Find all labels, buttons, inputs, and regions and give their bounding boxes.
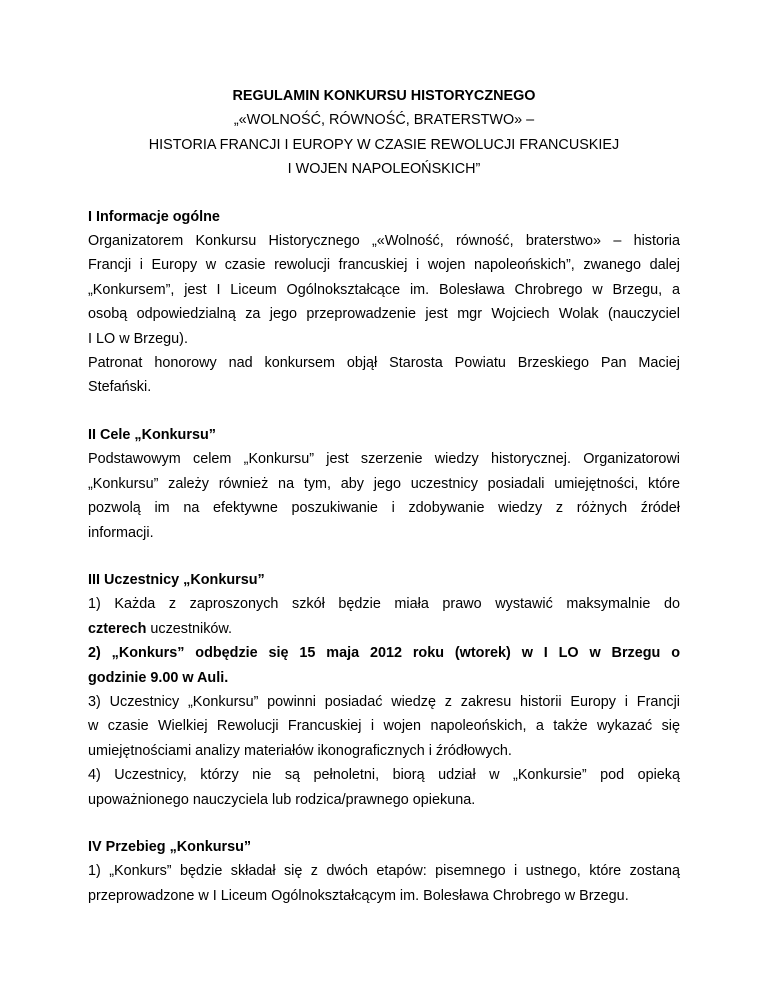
section-participants <box>88 568 680 812</box>
list-item-line: 4) Uczestnicy, którzy nie są pełnoletni, biorą udział w „Konkursie” pod opieką <box>88 767 680 784</box>
emphasis-text: 2) „Konkurs” odbędzie się 15 maja 2012 roku (wtorek) w I LO w Brzegu o <box>88 645 680 662</box>
list-item-line: umiejętnościami analizy materiałów ikonograficznych i źródłowych. <box>88 742 512 759</box>
section-heading: IV Przebieg „Konkursu” <box>88 838 252 855</box>
paragraph-line: pozwolą im na efektywne poszukiwanie i zdobywanie wiedzy z różnych źródeł <box>88 500 680 517</box>
section-heading: I Informacje ogólne <box>88 208 220 225</box>
list-item-line: 1) Każda z zaproszonych szkół będzie miała prawo wystawić maksymalnie do <box>88 596 680 613</box>
list-item-line-bold <box>88 666 680 690</box>
list-item-line-bold <box>88 641 680 665</box>
paragraph-line: „Konkursem”, jest I Liceum Ogólnokształcące im. Bolesława Chrobrego w Brzegu, a <box>88 281 680 298</box>
paragraph-line: Stefański. <box>88 379 152 396</box>
emphasis-text: godzinie 9.00 w Auli. <box>88 669 229 686</box>
emphasis-text: czterech <box>88 620 147 637</box>
paragraph-line: „Konkursu” zależy również na tym, aby jego uczestnicy posiadali umiejętności, które <box>88 475 680 492</box>
paragraph-line: I LO w Brzegu). <box>88 330 188 347</box>
paragraph-line: osobą odpowiedzialną za jego przeprowadzenie jest mgr Wojciech Wolak (nauczyciel <box>88 306 680 323</box>
list-item-text: uczestników. <box>146 620 232 637</box>
list-item-line: upoważnionego nauczyciela lub rodzica/prawnego opiekuna. <box>88 791 476 808</box>
paragraph-line: Patronat honorowy nad konkursem objął Starosta Powiatu Brzeskiego Pan Maciej <box>88 355 680 372</box>
list-item-line: 1) „Konkurs” będzie składał się z dwóch etapów: pisemnego i ustnego, które zostaną <box>88 863 680 880</box>
section-heading: III Uczestnicy „Konkursu” <box>88 571 265 588</box>
section-general-info <box>88 205 680 400</box>
paragraph-line: informacji. <box>88 524 154 541</box>
paragraph-line: Francji i Europy w czasie rewolucji francuskiej i wojen napoleońskich”, zwanego dalej <box>88 257 680 274</box>
list-item-line: przeprowadzone w I Liceum Ogólnokształcącym im. Bolesława Chrobrego w Brzegu. <box>88 887 629 904</box>
title-line-3: HISTORIA FRANCJI I EUROPY W CZASIE REWOLUCJI FRANCUSKIEJ <box>148 136 620 153</box>
title-line-1: REGULAMIN KONKURSU HISTORYCZNEGO <box>232 88 536 104</box>
section-heading: II Cele „Konkursu” <box>88 426 216 443</box>
list-item-line: w czasie Wielkiej Rewolucji Francuskiej i wojen napoleońskich, a także wykazać się <box>88 718 680 735</box>
section-goals <box>88 423 680 545</box>
paragraph-line: Organizatorem Konkursu Historycznego „«Wolność, równość, braterstwo» – historia <box>88 233 680 250</box>
section-course <box>88 835 680 908</box>
paragraph-line: Podstawowym celem „Konkursu” jest szerzenie wiedzy historycznej. Organizatorowi <box>88 451 680 468</box>
list-item-line: 3) Uczestnicy „Konkursu” powinni posiadać wiedzę z zakresu historii Europy i Francji <box>88 693 680 710</box>
title-line-2: „«WOLNOŚĆ, RÓWNOŚĆ, BRATERSTWO» – <box>233 112 535 129</box>
title-line-4: I WOJEN NAPOLEOŃSKICH” <box>287 161 481 178</box>
list-item-line <box>88 617 680 641</box>
document-title <box>88 84 680 182</box>
